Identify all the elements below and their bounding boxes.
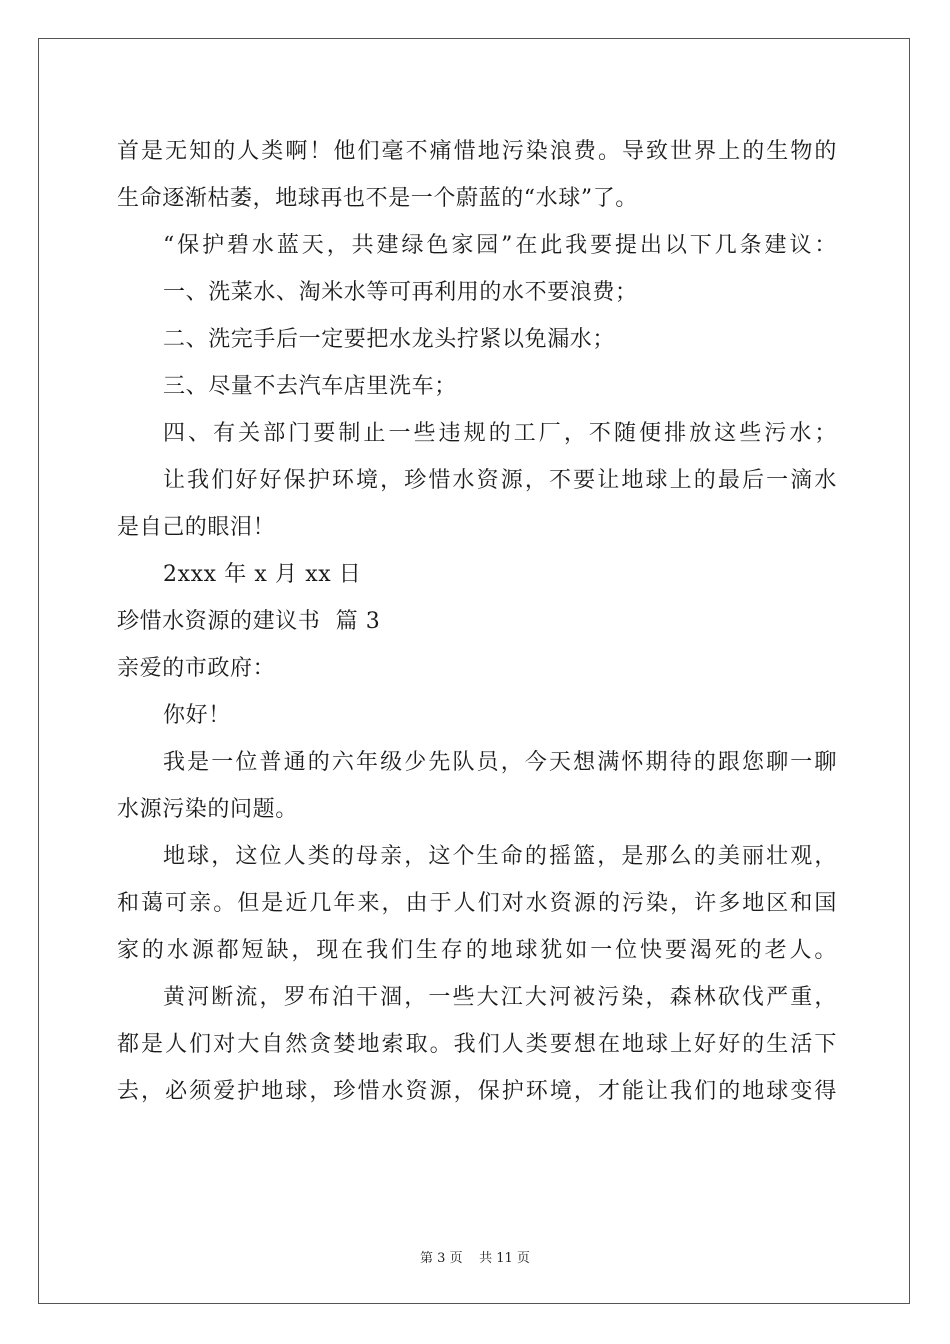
document-body — [117, 128, 837, 1115]
text-line: 去，必须爱护地球，珍惜水资源，保护环境，才能让我们的地球变得 — [117, 1079, 837, 1104]
text-line: 地球，这位人类的母亲，这个生命的摇篮，是那么的美丽壮观， — [163, 844, 837, 869]
text-line: 我是一位普通的六年级少先队员，今天想满怀期待的跟您聊一聊 — [163, 750, 837, 775]
text-line: 都是人们对大自然贪婪地索取。我们人类要想在地球上好好的生活下 — [117, 1032, 837, 1057]
text-line: 和蔼可亲。但是近几年来，由于人们对水资源的污染，许多地区和国 — [117, 891, 837, 916]
greeting: 你好！ — [163, 703, 231, 728]
text-line: 让我们好好保护环境，珍惜水资源，不要让地球上的最后一滴水 — [163, 468, 837, 493]
suggestion-item: 四、有关部门要制止一些违规的工厂，不随便排放这些污水； — [163, 421, 837, 446]
page-number: 第 3 页 — [420, 1251, 463, 1266]
page-footer — [0, 1247, 950, 1266]
suggestion-item: 一、洗菜水、淘米水等可再利用的水不要浪费； — [163, 280, 638, 305]
suggestion-item: 二、洗完手后一定要把水龙头拧紧以免漏水； — [163, 327, 616, 352]
text-line: 黄河断流，罗布泊干涸，一些大江大河被污染，森林砍伐严重， — [163, 985, 837, 1010]
text-line: 首是无知的人类啊！他们毫不痛惜地污染浪费。导致世界上的生物的 — [117, 139, 837, 164]
text-line: “保护碧水蓝天，共建绿色家园”在此我要提出以下几条建议： — [163, 233, 837, 258]
section-heading: 珍惜水资源的建议书 篇 3 — [117, 609, 381, 634]
text-line: 水源污染的问题。 — [117, 797, 298, 822]
salutation: 亲爱的市政府： — [117, 656, 276, 681]
suggestion-item: 三、尽量不去汽车店里洗车； — [163, 374, 457, 399]
date-line: 2xxx 年 x 月 xx 日 — [163, 562, 362, 587]
text-line: 生命逐渐枯萎，地球再也不是一个蔚蓝的“水球”了。 — [117, 186, 638, 211]
page-total: 共 11 页 — [479, 1251, 530, 1266]
text-line: 家的水源都短缺，现在我们生存的地球犹如一位快要渴死的老人。 — [117, 938, 837, 963]
text-line: 是自己的眼泪！ — [117, 515, 276, 540]
